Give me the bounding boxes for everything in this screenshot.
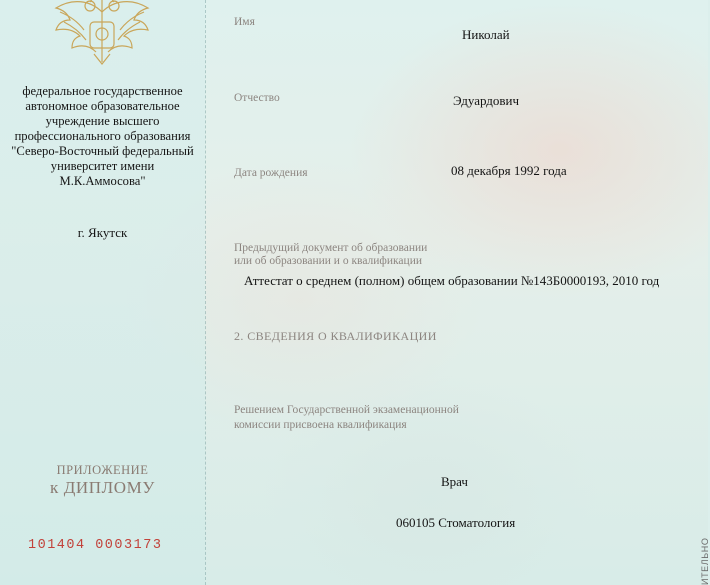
org-line: М.К.Аммосова" bbox=[59, 174, 146, 188]
specialty-value: 060105 Стоматология bbox=[396, 515, 516, 530]
issuer-organization-name bbox=[0, 84, 205, 189]
patronymic-label: Отчество bbox=[234, 92, 280, 104]
first-name-label: Имя bbox=[234, 16, 255, 28]
org-line: "Северо-Восточный федеральный bbox=[11, 144, 194, 158]
birth-date-label: Дата рождения bbox=[234, 167, 308, 179]
russian-coat-of-arms-emblem-icon bbox=[50, 0, 154, 66]
birth-date-value: 08 декабря 1992 года bbox=[451, 163, 567, 178]
org-line: профессионального образования bbox=[14, 129, 191, 143]
edge-text: ИТЕЛЬНО bbox=[700, 537, 710, 585]
org-line: учреждение высшего bbox=[45, 114, 160, 128]
org-line: федеральное государственное bbox=[22, 84, 183, 98]
supplement-title-line2: к ДИПЛОМУ bbox=[49, 478, 156, 497]
previous-document-label-line2: или об образовании и о квалификации bbox=[234, 255, 423, 267]
patronymic-value: Эдуардович bbox=[453, 93, 520, 108]
serial-number: 101404 0003173 bbox=[28, 538, 163, 553]
previous-document-value: Аттестат о среднем (полном) общем образовании №143Б0000193, 2010 год bbox=[244, 273, 660, 288]
first-name-value: Николай bbox=[462, 27, 510, 42]
fold-divider bbox=[205, 0, 206, 585]
edge-vertical-text bbox=[690, 537, 710, 585]
qualification-label-line2: комиссии присвоена квалификация bbox=[234, 419, 407, 431]
previous-document-label-line1: Предыдущий документ об образовании bbox=[234, 242, 428, 254]
qualification-section-heading: 2. СВЕДЕНИЯ О КВАЛИФИКАЦИИ bbox=[234, 329, 437, 343]
org-line: университет имени bbox=[50, 159, 155, 173]
qualification-label-line1: Решением Государственной экзаменационной bbox=[234, 404, 459, 416]
supplement-title-line1: ПРИЛОЖЕНИЕ bbox=[56, 463, 149, 477]
qualification-value: Врач bbox=[441, 474, 468, 489]
org-line: автономное образовательное bbox=[25, 99, 180, 113]
issuer-city: г. Якутск bbox=[77, 225, 128, 240]
